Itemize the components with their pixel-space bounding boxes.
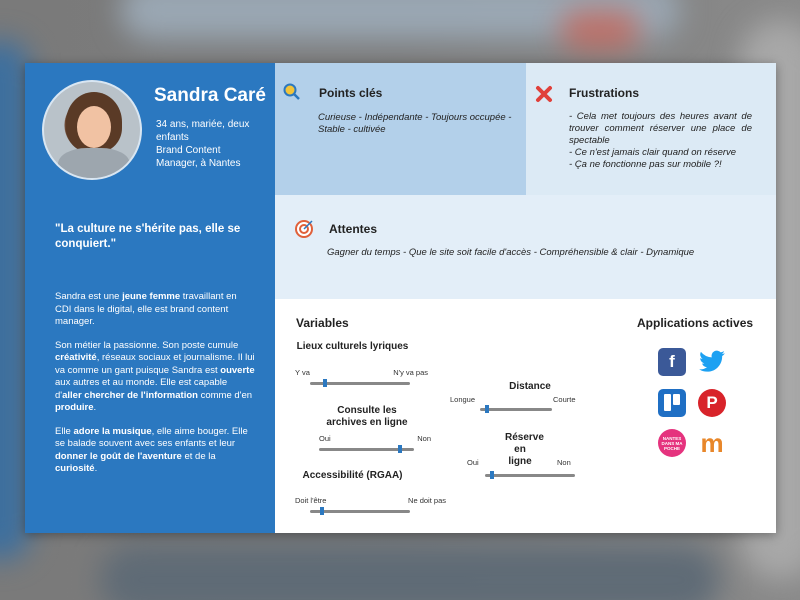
apps-title: Applications actives [637,316,754,330]
cross-icon [535,85,553,103]
frustration-item: - Cela met toujours des heures avant de trouver comment réserver une place de spectable [569,111,752,146]
persona-quote: "La culture ne s'hérite pas, elle se conquiert." [55,223,241,250]
nantes-dans-ma-poche-icon[interactable] [658,429,686,457]
slider-label: Accessibilité (RGAA) [302,470,403,481]
slider-label: Réserve en ligne [505,432,544,467]
meetup-icon[interactable] [698,429,726,457]
variable-slider [295,341,428,403]
slider-thumb[interactable] [323,379,327,387]
variable-slider [317,405,431,461]
slider-thumb[interactable] [490,471,494,479]
pinterest-icon[interactable] [698,389,726,417]
persona-bio: 34 ans, mariée, deux enfants Brand Content Manager, à Nantes [156,119,250,169]
attentes-title: Attentes [329,222,378,236]
slider-high-label: Courte [553,395,576,404]
frustrations-list [569,111,752,171]
description-paragraph: Son métier la passionne. Son poste cumule créativité, réseaux sociaux et journalisme. Il lui va comme un gant puisque Sandra est ouverte aux autres et au monde. Elle est capable d'aller chercher de l'information comme d'en produire. [55,339,255,413]
facebook-icon[interactable] [658,348,686,376]
slider-low-label: Oui [319,434,331,443]
pinterest-glyph: P [706,393,718,412]
slider-high-label: N'y va pas [393,368,428,377]
slider-high-label: Non [557,458,571,467]
persona-card [25,63,776,533]
facebook-glyph: f [669,352,675,371]
slider-low-label: Oui [467,458,479,467]
slider-low-label: Doit l'être [295,496,327,505]
persona-description [55,291,255,487]
slider-label: Consulte les archives en ligne [326,405,408,428]
slider-label: Lieux culturels lyriques [296,341,409,352]
slider-thumb[interactable] [320,507,324,515]
slider-high-label: Non [417,434,431,443]
variable-slider [465,432,575,482]
points-cles-section [275,63,526,195]
points-cles-title: Points clés [319,86,383,100]
attentes-section [275,195,776,299]
slider-thumb[interactable] [485,405,489,413]
description-paragraph: Sandra est une jeune femme travaillant en CDI dans le digital, elle est brand content manager. [55,291,237,327]
slider-track [485,474,575,477]
frustrations-title: Frustrations [569,86,640,100]
trello-icon[interactable] [658,389,686,417]
target-icon [295,220,313,238]
slider-low-label: Longue [450,395,476,404]
frustration-item: - Ça ne fonctionne pas sur mobile ?! [569,159,722,170]
magnifier-icon [283,83,301,101]
attentes-text: Gagner du temps - Que le site soit facile d'accès - Compréhensible & clair - Dynamique [327,247,695,258]
frustrations-section [526,63,776,195]
description-paragraph: Elle adore la musique, elle aime bouger. Elle se balade souvent avec ses enfants et leur donner le goût de l'aventure et de la curiosité. [55,425,248,474]
slider-track [310,510,410,513]
variable-slider [450,381,580,415]
slider-track [480,408,552,411]
slider-thumb[interactable] [398,445,402,453]
variable-slider [295,470,446,528]
persona-sidebar [25,63,275,533]
variables-title: Variables [296,316,349,330]
twitter-icon[interactable] [698,348,726,376]
meetup-glyph: m [700,427,724,458]
avatar [42,80,142,180]
points-cles-text: Curieuse - Indépendante - Toujours occupée - Stable - cultivée [318,112,512,135]
nantes-glyph: NANTES DANS MA POCHE [661,435,683,451]
slider-label: Distance [509,381,551,392]
frustration-item: - Ce n'est jamais clair quand on réserve [569,147,737,158]
twitter-bird-icon [698,350,726,374]
persona-name: Sandra Caré [154,85,266,106]
slider-high-label: Ne doit pas [408,496,446,505]
slider-low-label: Y va [295,368,310,377]
